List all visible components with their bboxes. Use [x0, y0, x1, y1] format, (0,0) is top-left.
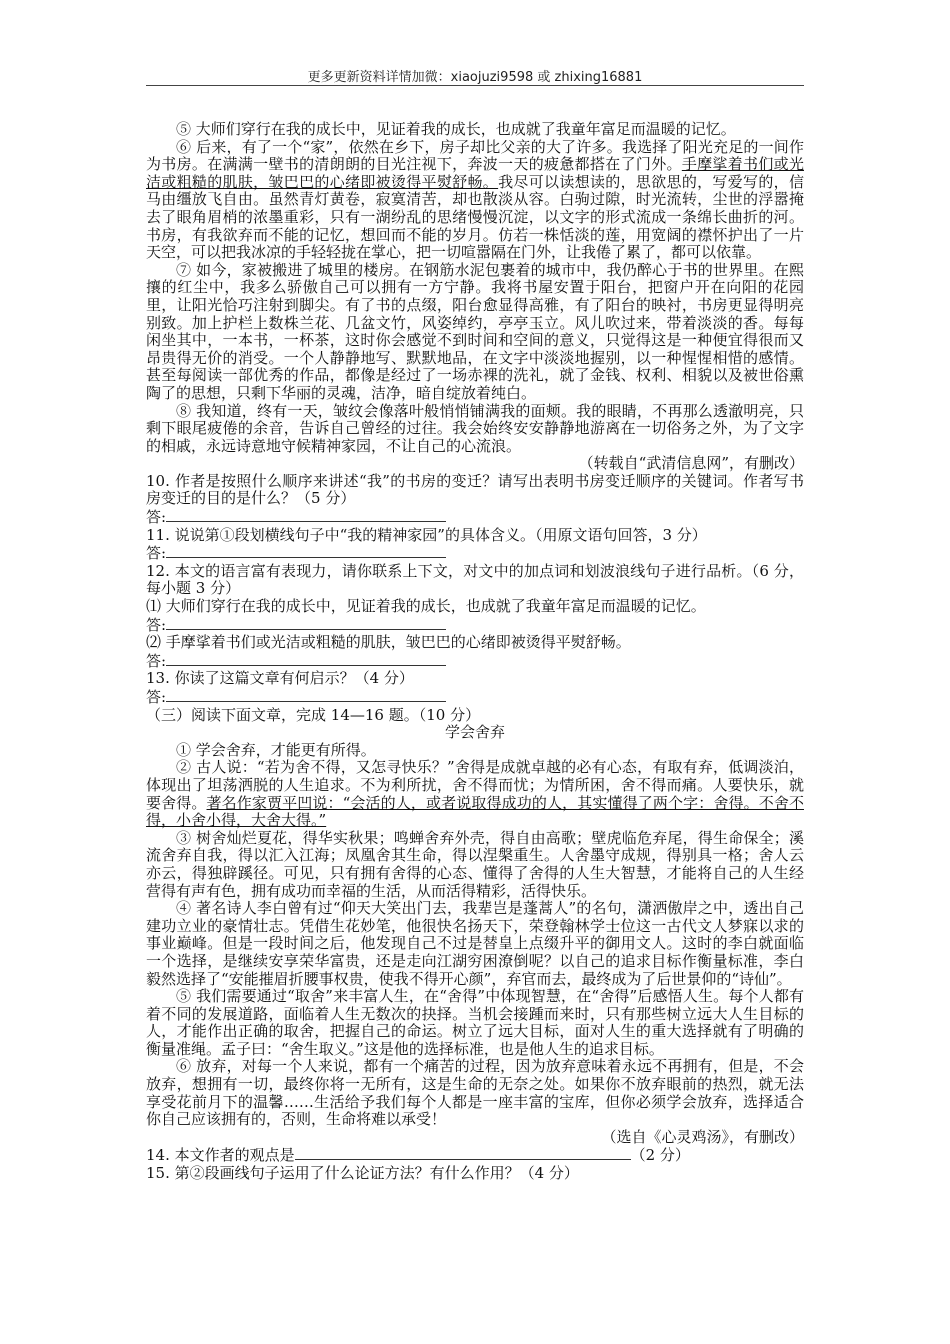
essay2-paragraph-1: ① 学会舍弃，才能更有所得。 — [176, 740, 376, 759]
essay2-paragraph-6: ⑥ 放弃，对每一个人来说，都有一个痛苦的过程，因为放弃意味着永远不再拥有，但是，不会放弃，想拥有一切，最终你将一无所有，这是生命的无奈之处。如果你不放弃眼前的热烈，就无法享受花前月下的温馨……生活给予我们每个人都是一座丰富的宝库，但你必须学会放弃，选择适合你自己应该拥有的，否则，生命将难以承受！ — [146, 1057, 804, 1129]
essay2-paragraph-2-text: ② 古人说：“若为舍不得，又怎寻快乐？”舍得是成就卓越的必有心态，有取有弃，低调淡泊，体现出了坦荡洒脱的人生追求。不为利所扰，舍不得而忧；为情所困，舍不得而痛。人要快乐，就要舍得。 — [146, 758, 804, 812]
answer-blank[interactable] — [166, 688, 446, 702]
essay1-paragraph-6-text-a: ⑥ 后来，有了一个“家”，依然在乡下，房子却比父亲的大了许多。我选择了阳光充足的一间作为书房。在满满一壁书的清朗朗的目光注视下，奔波一天的疲惫都搭在了门外。 — [146, 137, 804, 174]
essay2-paragraph-4: ④ 著名诗人李白曾有过“仰天大笑出门去，我辈岂是蓬蒿人”的名句，潇洒傲岸之中，透出自己建功立业的豪情壮志。凭借生花妙笔，他很快名扬天下，荣登翰林学士位这一古代文人梦寐以求的事业巅峰。但是一段时间之后，他发现自己不过是替皇上点缀升平的御用文人。这时的李白就面临一个选择，是继续安享荣华富贵，还是走向江湖穷困潦倒呢？以自己的追求目标作衡量标准，李白毅然选择了“安能摧眉折腰事权贵，使我不得开心颜”，弃官而去，最终成为了后世景仰的“诗仙”。 — [146, 899, 804, 988]
answer-label: 答: — [146, 615, 167, 634]
essay2-title: 学会舍弃 — [444, 723, 505, 742]
essay2-source: （选自《心灵鸡汤》，有删改） — [601, 1127, 804, 1146]
fill-in-blank[interactable] — [295, 1146, 631, 1160]
essay1-paragraph-8: ⑧ 我知道，终有一天，皱纹会像落叶般悄悄铺满我的面颊。我的眼睛，不再那么透澈明亮，只剩下眼尾疲倦的余音，告诉自己曾经的过往。我会始终安安静静地游离在一切俗务之外，为了文字的相戚，永远诗意地守候精神家园，不让自己的心流浪。 — [146, 401, 804, 455]
answer-12-1 — [146, 616, 804, 635]
document-body — [146, 121, 804, 1183]
answer-label: 答: — [146, 544, 167, 563]
question-12: 12. 本文的语言富有表现力，请你联系上下文，对文中的加点词和划波浪线句子进行品析。（6 分，每小题 3 分） — [146, 561, 804, 598]
essay1-source: （转载自“武清信息网”，有删改） — [578, 454, 804, 473]
answer-label: 答: — [146, 508, 167, 527]
essay1-paragraph-6-text-b: 我尽可以读想读的，思欲思的，写爱写的，信马由缰放飞自由。虽然青灯黄卷，寂寞清苦，却也散淡从容。白驹过隙，时光流转，尘世的浮嚣掩去了眼角眉梢的浓墨重彩，只有一湖纷乱的思绪慢慢沉淀，以文字的形式流成一条绵长曲折的河。书房，有我欲弃而不能的记忆，想回而不能的岁月。仿若一株恬淡的莲，用宽阔的襟怀护出了一片天空，可以把我冰凉的手轻轻拢在掌心，把一切喧嚣隔在门外，让我倦了累了，都可以依靠。 — [146, 172, 804, 262]
essay2-paragraph-5: ⑤ 我们需要通过“取舍”来丰富人生，在“舍得”中体现智慧，在“舍得”后感悟人生。每个人都有着不同的发展道路，面临着人生无数次的抉择。当机会接踵而来时，只有那些树立远大人生目标的人，才能作出正确的取舍，把握自己的命运。树立了远大目标，面对人生的重大选择就有了明确的衡量准绳。孟子曰：“舍生取义。”这是他的选择标准，也是他人生的追求目标。 — [146, 987, 804, 1058]
answer-blank[interactable] — [166, 508, 446, 522]
answer-12-2 — [146, 652, 804, 671]
essay1-underlined-sentence: 手摩挲着书们或光洁或粗糙的肌肤，皱巴巴的心绪即被烫得平熨舒畅。 — [146, 155, 804, 191]
answer-blank[interactable] — [166, 652, 446, 666]
question-15: 15. 第②段画线句子运用了什么论证方法？有什么作用？（4 分） — [146, 1164, 579, 1183]
essay2-paragraph-2 — [146, 759, 804, 829]
essay2-underlined-sentence: 著名作家贾平凹说：“会活的人，或者说取得成功的人，其实懂得了两个字：舍得。不舍不得，小舍小得，大舍大得。” — [146, 793, 804, 830]
essay1-paragraph-5: ⑤ 大师们穿行在我的成长中，见证着我的成长，也成就了我童年富足而温暖的记忆。 — [176, 120, 736, 138]
page-header: 更多更新资料详情加微：xiaojuzi9598 或 zhixing16881 — [307, 70, 643, 85]
answer-10 — [146, 508, 804, 527]
question-14-suffix: （2 分） — [630, 1146, 690, 1165]
answer-blank[interactable] — [166, 544, 446, 558]
answer-label: 答: — [146, 688, 167, 706]
essay2-paragraph-3: ③ 树舍灿烂夏花，得华实秋果；鸣蝉舍弃外壳，得自由高歌；壁虎临危弃尾，得生命保全；溪流舍弃自我，得以汇入江海；凤凰舍其生命，得以涅槃重生。人舍墨守成规，得别具一格；舍人云亦云，得独辟蹊径。可见，只有拥有舍得的心态、懂得了舍得的人生大智慧，才能将自己的人生经营得有声有色，拥有成功而幸福的生活，从而活得精彩，活得快乐。 — [146, 828, 804, 900]
essay1-paragraph-6 — [146, 139, 804, 262]
question-10: 10. 作者是按照什么顺序来讲述“我”的书房的变迁？请写出表明书房变迁顺序的关键词。作者写书房变迁的目的是什么？（5 分） — [146, 471, 804, 508]
question-12-2: ⑵ 手摩挲着书们或光洁或粗糙的肌肤，皱巴巴的心绪即被烫得平熨舒畅。 — [146, 633, 631, 652]
answer-blank[interactable] — [166, 616, 446, 630]
header-divider — [146, 85, 804, 86]
answer-11 — [146, 544, 804, 563]
question-11: 11. 说说第①段划横线句子中“我的精神家园”的具体含义。（用原文语句回答，3 分） — [146, 525, 707, 544]
answer-label: 答: — [146, 651, 167, 670]
question-13: 13. 你读了这篇文章有何启示？（4 分） — [146, 669, 414, 688]
question-14-prefix: 14. 本文作者的观点是 — [146, 1146, 295, 1165]
section-3-heading: （三）阅读下面文章，完成 14—16 题。（10 分） — [146, 705, 481, 724]
question-12-1: ⑴ 大师们穿行在我的成长中，见证着我的成长，也成就了我童年富足而温暖的记忆。 — [146, 597, 706, 616]
answer-13 — [146, 688, 804, 707]
question-14 — [146, 1146, 804, 1165]
essay1-paragraph-7: ⑦ 如今，家被搬进了城里的楼房。在钢筋水泥包裹着的城市中，我仍醉心于书的世界里。在熙攘的红尘中，我多么骄傲自己可以拥有一方宁静。我将书屋安置于阳台，把窗户开在向阳的花园里，让阳光恰巧注射到脚尖。有了书的点缀，阳台愈显得高雅，有了阳台的映衬，书房更显得明亮别致。加上护栏上数株兰花、几盆文竹，风姿绰约，亭亭玉立。风儿吹过来，带着淡淡的香。每每闲坐其中，一本书，一杯茶，这时你会感觉不到时间和空间的意义，只觉得这是一种便宜得很而又昂贵得无价的消受。一个人静静地写、默默地品，在文字中淡淡地握别，以一种惺惺相惜的感情。甚至每阅读一部优秀的作品，都像是经过了一场赤裸的洗礼，就了金钱、权利、相貌以及被世俗熏陶了的思想，只剩下华丽的灵魂，洁净，暗自绽放着纯白。 — [146, 260, 804, 402]
